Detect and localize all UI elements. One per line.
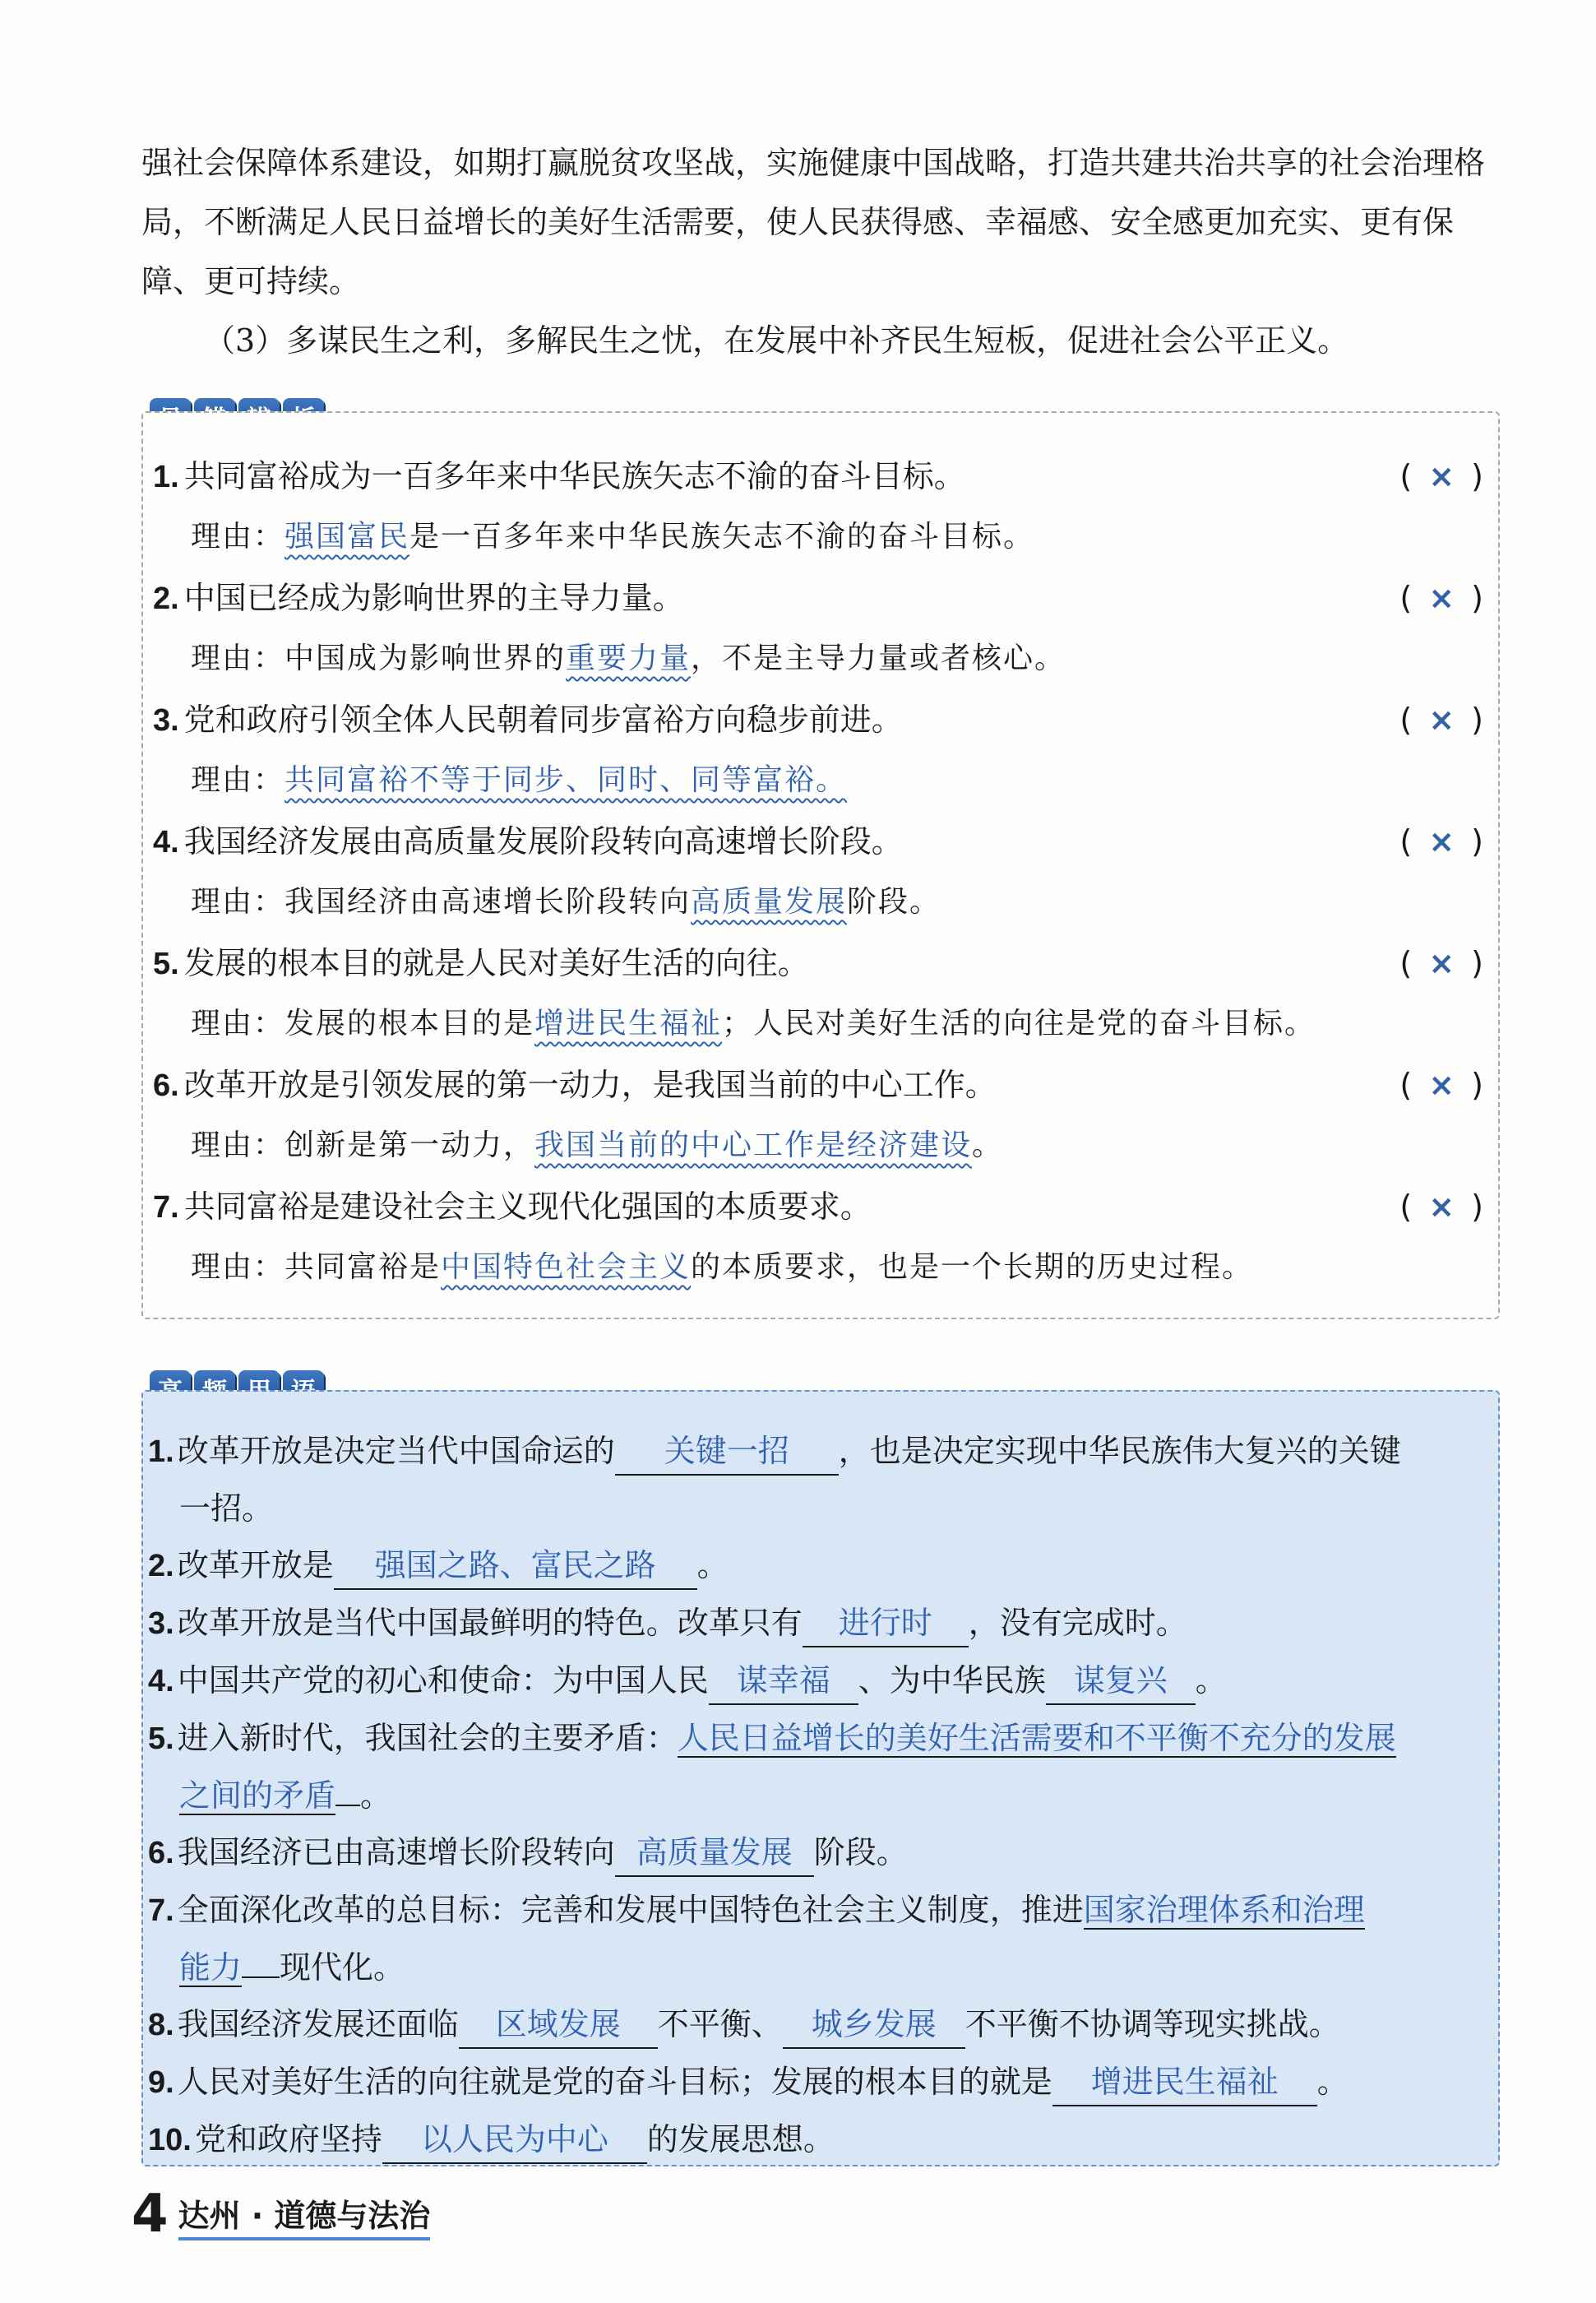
statement: 2. 中国已经成为影响世界的主导力量。 ( × ) [153, 568, 1490, 628]
cross-icon: × [1428, 1067, 1459, 1103]
error-item-3 [153, 689, 1490, 811]
answer-blank: 区域发展 [459, 2001, 658, 2049]
term-item-5-continued: 之间的矛盾 。 [179, 1777, 392, 1814]
reason: 理由：共同富裕不等于同步、同时、同等富裕。 [191, 763, 848, 797]
error-item-2 [153, 568, 1490, 689]
page-footer [132, 2184, 431, 2245]
answer-blank: 以人民为中心 [382, 2116, 647, 2164]
verdict: ( × ) [1399, 1067, 1487, 1103]
error-item-5 [153, 933, 1490, 1054]
statement: 5. 发展的根本目的就是人民对美好生活的向往。 ( × ) [153, 933, 1490, 994]
reason: 理由：创新是第一动力，我国当前的中心工作是经济建设。 [191, 1128, 1004, 1162]
statement: 1. 共同富裕成为一百多年来中华民族矢志不渝的奋斗目标。 ( × ) [153, 446, 1490, 507]
term-item-3: 3. 改革开放是当代中国最鲜明的特色。改革只有 进行时 ，没有完成时。 [148, 1595, 1488, 1652]
page-number: 4 [132, 2184, 169, 2245]
term-item-2: 2. 改革开放是 强国之路、富民之路 。 [148, 1537, 1488, 1595]
reason: 理由：强国富民是一百多年来中华民族矢志不渝的奋斗目标。 [191, 520, 1035, 554]
statement: 6. 改革开放是引领发展的第一动力，是我国当前的中心工作。 ( × ) [153, 1054, 1490, 1115]
answer-text: 强国富民 [285, 520, 410, 554]
term-item-4: 4. 中国共产党的初心和使命：为中国人民 谋幸福 、为中华民族 谋复兴 。 [148, 1652, 1488, 1710]
answer-blank: 关键一招 [615, 1428, 839, 1476]
verdict: ( × ) [1399, 823, 1487, 860]
intro-text [141, 133, 1506, 370]
verdict: ( × ) [1399, 458, 1487, 494]
answer-text: 高质量发展 [691, 885, 848, 919]
answer-blank: 增进民生福祉 [1052, 2059, 1317, 2106]
answer-blank: 之间的矛盾 [179, 1777, 336, 1814]
answer-blank: 人民日益增长的美好生活需要和不平衡不充分的发展 [677, 1720, 1396, 1756]
error-item-7 [153, 1176, 1490, 1298]
answer-text: 我国当前的中心工作是经济建设 [534, 1128, 973, 1162]
error-item-6 [153, 1054, 1490, 1176]
cross-icon: × [1428, 823, 1459, 860]
term-item-7: 7. 全面深化改革的总目标：完善和发展中国特色社会主义制度，推进国家治理体系和治理 [148, 1892, 1365, 1928]
answer-blank: 能力 [179, 1949, 243, 1986]
intro-paragraph-2: （3）多谋民生之利，多解民生之忧，在发展中补齐民生短板，促进社会公平正义。 [204, 322, 1349, 359]
term-item-8: 8. 我国经济发展还面临 区域发展 不平衡、 城乡发展 不平衡不协调等现实挑战。 [148, 1996, 1488, 2054]
cross-icon: × [1428, 945, 1459, 981]
answer-text: 增进民生福祉 [534, 1007, 723, 1040]
verdict: ( × ) [1399, 580, 1487, 616]
answer-text: 重要力量 [566, 642, 692, 675]
term-item-9: 9. 人民对美好生活的向往就是党的奋斗目标；发展的根本目的就是 增进民生福祉 。 [148, 2054, 1488, 2111]
answer-blank: 国家治理体系和治理 [1083, 1892, 1365, 1928]
verdict: ( × ) [1399, 945, 1487, 981]
reason: 理由：发展的根本目的是增进民生福祉；人民对美好生活的向往是党的奋斗目标。 [191, 1007, 1316, 1040]
cross-icon: × [1428, 702, 1459, 738]
answer-blank: 高质量发展 [615, 1829, 814, 1877]
verdict: ( × ) [1399, 702, 1487, 738]
cross-icon: × [1428, 580, 1459, 616]
term-item-1: 1. 改革开放是决定当代中国命运的 关键一招 ，也是决定实现中华民族伟大复兴的关键 [148, 1423, 1488, 1480]
answer-blank: 强国之路、富民之路 [334, 1542, 697, 1590]
term-item-6: 6. 我国经济已由高速增长阶段转向 高质量发展 阶段。 [148, 1824, 1488, 1882]
answer-blank: 城乡发展 [783, 2001, 965, 2049]
answer-blank: 谋复兴 [1046, 1657, 1196, 1705]
term-item-7-continued: 能力 现代化。 [179, 1949, 405, 1986]
high-frequency-box [141, 1390, 1500, 2166]
intro-paragraph-1: 强社会保障体系建设，如期打赢脱贫攻坚战，实施健康中国战略，打造共建共治共享的社会治理格局，不断满足人民日益增长的美好生活需要，使人民获得感、幸福感、安全感更加充实、更有保障、更可持续。 [141, 145, 1486, 299]
verdict: ( × ) [1399, 1189, 1487, 1225]
statement: 3. 党和政府引领全体人民朝着同步富裕方向稳步前进。 ( × ) [153, 689, 1490, 750]
statement: 7. 共同富裕是建设社会主义现代化强国的本质要求。 ( × ) [153, 1176, 1490, 1237]
answer-text: 中国特色社会主义 [441, 1250, 692, 1284]
error-item-4 [153, 811, 1490, 933]
term-item-10: 10. 党和政府坚持 以人民为中心 的发展思想。 [148, 2111, 1488, 2169]
footer-title: 达州 · 道德与法治 [178, 2196, 431, 2240]
answer-blank: 谋幸福 [709, 1657, 858, 1705]
term-item-1-continued: 一招。 [179, 1490, 274, 1527]
reason: 理由：我国经济由高速增长阶段转向高质量发展阶段。 [191, 885, 941, 919]
cross-icon: × [1428, 458, 1459, 494]
reason: 理由：共同富裕是中国特色社会主义的本质要求，也是一个长期的历史过程。 [191, 1250, 1254, 1284]
error-analysis-box [141, 411, 1500, 1319]
answer-text: 共同富裕不等于同步、同时、同等富裕。 [285, 763, 848, 797]
reason: 理由：中国成为影响世界的重要力量，不是主导力量或者核心。 [191, 642, 1066, 675]
answer-blank: 进行时 [803, 1600, 969, 1647]
error-item-1 [153, 446, 1490, 568]
term-item-5: 5. 进入新时代，我国社会的主要矛盾：人民日益增长的美好生活需要和不平衡不充分的发展 [148, 1720, 1396, 1756]
cross-icon: × [1428, 1189, 1459, 1225]
statement: 4. 我国经济发展由高质量发展阶段转向高速增长阶段。 ( × ) [153, 811, 1490, 872]
